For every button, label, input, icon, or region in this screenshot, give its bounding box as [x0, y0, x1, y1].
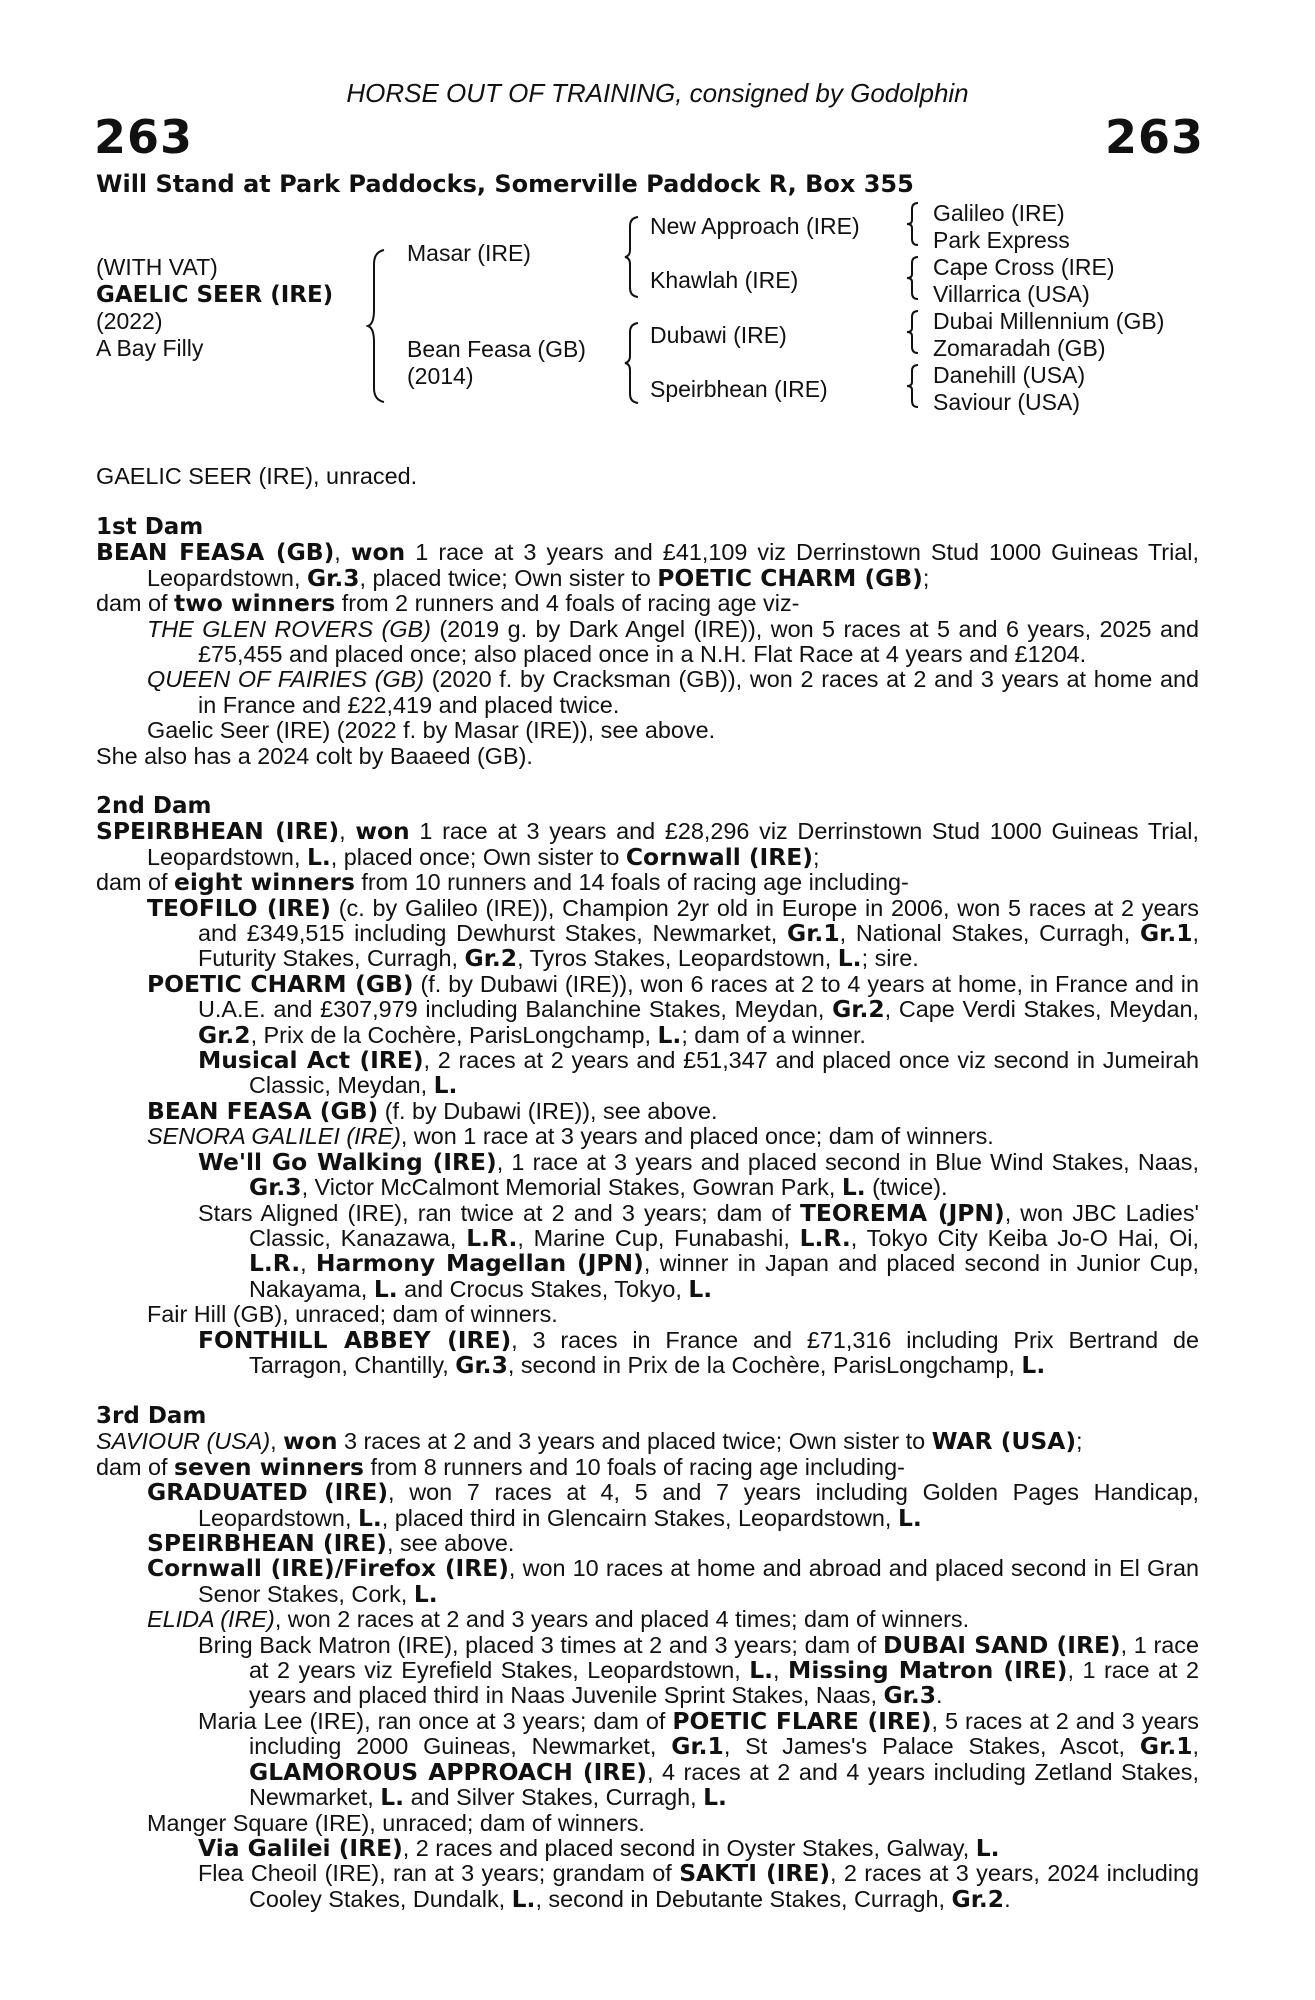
- stand-location: Will Stand at Park Paddocks, Somerville Paddock R, Box 355: [96, 170, 914, 198]
- produce-bring-back-matron: Bring Back Matron (IRE), placed 3 times at 2 and 3 years; dam of DUBAI SAND (IRE), 1 race at 2 years viz Eyrefield Stakes, Leopardstown, L., Missing Matron (IRE), 1 race at 2 years and placed third in Naas Juvenile Sprint Stakes, Naas, Gr.3.: [198, 1630, 1199, 1710]
- sire: Masar (IRE): [407, 240, 531, 266]
- sire-dam: Khawlah (IRE): [650, 267, 799, 293]
- produce-via-galilei: Via Galilei (IRE), 2 races and placed second in Oyster Stakes, Galway, L.: [198, 1833, 1000, 1862]
- brace-dam: [622, 320, 642, 406]
- second-dam-heading: 2nd Dam: [96, 793, 212, 819]
- produce-queen-of-fairies: QUEEN OF FAIRIES (GB) (2020 f. by Cracksman (GB)), won 2 races at 2 and 3 years at home and in France and £22,419 and placed twice.: [147, 666, 1199, 718]
- second-dam-produce-summary: dam of eight winners from 10 runners and 14 foals of racing age including-: [96, 868, 909, 897]
- produce-poetic-charm: POETIC CHARM (GB) (f. by Dubawi (IRE)), won 6 races at 2 to 4 years at home, in France and in U.A.E. and £307,979 including Balanchine Stakes, Meydan, Gr.2, Cape Verdi Stakes, Meydan, Gr.2, Prix de la Cochère, ParisLongchamp, L.; dam of a winner.: [147, 969, 1199, 1049]
- horse-year: (2022): [96, 308, 163, 334]
- produce-fair-hill: Fair Hill (GB), unraced; dam of winners.: [147, 1301, 558, 1328]
- sire-dam-sire: Cape Cross (IRE): [933, 254, 1115, 280]
- sire-dam-dam: Villarrica (USA): [933, 281, 1090, 307]
- dam-sire-dam: Zomaradah (GB): [933, 335, 1106, 361]
- brace-ds: [904, 308, 924, 356]
- sire-sire-dam: Park Express: [933, 227, 1070, 253]
- produce-gaelic-seer: Gaelic Seer (IRE) (2022 f. by Masar (IRE)), see above.: [147, 717, 716, 744]
- brace-sd: [904, 254, 924, 302]
- produce-teofilo: TEOFILO (IRE) (c. by Galileo (IRE)), Champion 2yr old in Europe in 2006, won 5 races at 2 years and £349,515 including Dewhurst Stakes, Newmarket, Gr.1, National Stakes, Curragh, Gr.1, Futurity Stakes, Curragh, Gr.2, Tyros Stakes, Leopardstown, L.; sire.: [147, 893, 1200, 973]
- dam: Bean Feasa (GB): [407, 336, 586, 362]
- second-dam-section: [96, 794, 1199, 1378]
- brace-sire: [622, 214, 642, 300]
- lot-number-right: 263: [1104, 110, 1204, 164]
- produce-bean-feasa: BEAN FEASA (GB) (f. by Dubawi (IRE)), see above.: [147, 1096, 718, 1125]
- vat-note: (WITH VAT): [96, 254, 218, 280]
- produce-speirbhean: SPEIRBHEAN (IRE), see above.: [147, 1529, 515, 1558]
- produce-maria-lee: Maria Lee (IRE), ran once at 3 years; dam of POETIC FLARE (IRE), 5 races at 2 and 3 years including 2000 Guineas, Newmarket, Gr.1, St James's Palace Stakes, Ascot, Gr.1, GLAMOROUS APPROACH (IRE), 4 races at 2 and 4 years including Zetland Stakes, Newmarket, L. and Silver Stakes, Curragh, L.: [198, 1706, 1200, 1812]
- produce-flea-cheoil: Flea Cheoil (IRE), ran at 3 years; grandam of SAKTI (IRE), 2 races at 3 years, 2024 including Cooley Stakes, Dundalk, L., second in Debutante Stakes, Curragh, Gr.2.: [198, 1859, 1199, 1913]
- second-dam-entry: SPEIRBHEAN (IRE), won 1 race at 3 years and £28,296 viz Derrinstown Stud 1000 Guineas Trial, Leopardstown, L., placed once; Own sister to Cornwall (IRE);: [96, 817, 1199, 871]
- sale-subtitle: HORSE OUT OF TRAINING, consigned by Godolphin: [346, 78, 969, 108]
- third-dam-heading: 3rd Dam: [96, 1403, 207, 1429]
- produce-senora-galilei: SENORA GALILEI (IRE), won 1 race at 3 years and placed once; dam of winners.: [147, 1123, 994, 1150]
- sire-sire-sire: Galileo (IRE): [933, 200, 1065, 226]
- produce-graduated: GRADUATED (IRE), won 7 races at 4, 5 and 7 years including Golden Pages Handicap, Leopardstown, L., placed third in Glencairn Stakes, Leopardstown, L.: [147, 1478, 1199, 1532]
- brace-dd: [904, 362, 924, 410]
- dam-dam-sire: Danehill (USA): [933, 362, 1086, 388]
- horse-name: GAELIC SEER (IRE): [96, 282, 334, 308]
- horse-description: A Bay Filly: [96, 335, 204, 361]
- dam-dam: Speirbhean (IRE): [650, 376, 828, 402]
- third-dam-entry: SAVIOUR (USA), won 3 races at 2 and 3 years and placed twice; Own sister to WAR (USA);: [96, 1427, 1083, 1456]
- intro-line: GAELIC SEER (IRE), unraced.: [96, 463, 418, 489]
- produce-fonthill-abbey: FONTHILL ABBEY (IRE), 3 races in France and £71,316 including Prix Bertrand de Tarragon, Chantilly, Gr.3, second in Prix de la Cochère, ParisLongchamp, L.: [198, 1325, 1199, 1379]
- produce-well-go-walking: We'll Go Walking (IRE), 1 race at 3 years and placed second in Blue Wind Stakes, Naas, Gr.3, Victor McCalmont Memorial Stakes, Gowran Park, L. (twice).: [198, 1147, 1199, 1202]
- brace-main: [366, 246, 390, 406]
- first-dam-heading: 1st Dam: [96, 514, 204, 540]
- first-dam-produce-summary: dam of two winners from 2 runners and 4 foals of racing age viz-: [96, 589, 800, 618]
- produce-cornwall: Cornwall (IRE)/Firefox (IRE), won 10 races at home and abroad and placed second in El Gran Senor Stakes, Cork, L.: [147, 1554, 1199, 1608]
- third-dam-section: [96, 1404, 1199, 1912]
- produce-manger-square: Manger Square (IRE), unraced; dam of winners.: [147, 1809, 645, 1836]
- dam-year: (2014): [407, 363, 474, 389]
- first-dam-entry: BEAN FEASA (GB), won 1 race at 3 years and £41,109 viz Derrinstown Stud 1000 Guineas Trial, Leopardstown, Gr.3, placed twice; Own sister to POETIC CHARM (GB);: [96, 538, 1199, 592]
- dam-sire-sire: Dubai Millennium (GB): [933, 308, 1165, 334]
- lot-number-left: 263: [94, 110, 194, 164]
- produce-musical-act: Musical Act (IRE), 2 races at 2 years and £51,347 and placed once viz second in Jumeirah Classic, Meydan, L.: [198, 1046, 1199, 1100]
- produce-2024-colt: She also has a 2024 colt by Baaeed (GB).: [96, 742, 533, 769]
- dam-dam-dam: Saviour (USA): [933, 389, 1080, 415]
- produce-stars-aligned: Stars Aligned (IRE), ran twice at 2 and 3 years; dam of TEOREMA (JPN), won JBC Ladies' Classic, Kanazawa, L.R., Marine Cup, Funabashi, L.R., Tokyo City Keiba Jo-O Hai, Oi, L.R., Harmony Magellan (JPN), winner in Japan and placed second in Junior Cup, Nakayama, L. and Crocus Stakes, Tokyo, L.: [198, 1198, 1200, 1303]
- sire-sire: New Approach (IRE): [650, 213, 860, 239]
- first-dam-section: [96, 515, 1199, 769]
- dam-sire: Dubawi (IRE): [650, 322, 787, 348]
- produce-elida: ELIDA (IRE), won 2 races at 2 and 3 years and placed 4 times; dam of winners.: [147, 1606, 970, 1633]
- third-dam-produce-summary: dam of seven winners from 8 runners and 10 foals of racing age including-: [96, 1452, 905, 1481]
- produce-glen-rovers: THE GLEN ROVERS (GB) (2019 g. by Dark Angel (IRE)), won 5 races at 5 and 6 years, 2025 and £75,455 and placed once; also placed once in a N.H. Flat Race at 4 years and £1204.: [147, 615, 1199, 668]
- brace-ss: [904, 200, 924, 248]
